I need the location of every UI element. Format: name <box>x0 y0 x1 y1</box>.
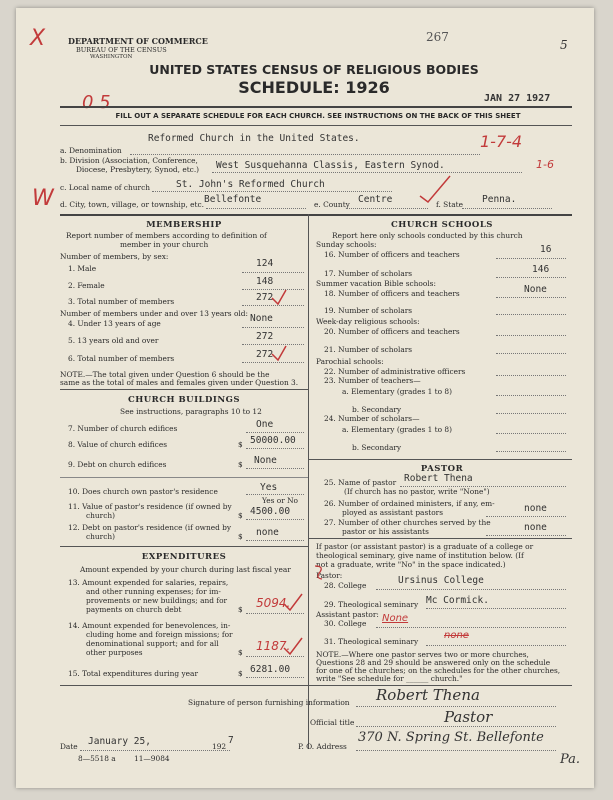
q11-value: 4500.00 <box>250 506 291 517</box>
q17-label: 17. Number of scholars <box>324 269 413 278</box>
q11-label: 11. Value of pastor's residence (if owned by <box>68 502 232 511</box>
q17-value: 146 <box>532 264 550 275</box>
q5-label: 5. 13 years old and over <box>68 336 159 345</box>
q24b-label: b. Secondary <box>352 443 402 452</box>
q27-label-2: pastor or his assistants <box>342 527 429 536</box>
date-stamp: JAN 27 1927 <box>484 93 551 104</box>
denomination-value: Reformed Church in the United States. <box>148 133 360 144</box>
q14-value: 1187. <box>256 639 291 653</box>
q2-label: 2. Female <box>68 281 105 290</box>
local-name-label: c. Local name of church <box>60 183 150 192</box>
q31-label: 31. Theological seminary <box>324 637 419 646</box>
pastor-note-4: write "See schedule for ______ church." <box>316 674 463 683</box>
q16-value: 16 <box>540 244 552 255</box>
q16-label: 16. Number of officers and teachers <box>324 250 460 259</box>
q7-value: One <box>256 419 274 430</box>
address-label: P. O. Address <box>298 742 347 751</box>
q12-dollar: $ <box>238 532 243 541</box>
denomination-label: a. Denomination <box>60 146 122 155</box>
dept-name: DEPARTMENT OF COMMERCE <box>68 36 208 46</box>
q1-value: 124 <box>256 258 274 269</box>
q10-value: Yes <box>260 482 278 493</box>
state-label: f. State <box>436 200 463 209</box>
q4-label: 4. Under 13 years of age <box>68 319 161 328</box>
q23-label: 23. Number of teachers— <box>324 376 421 385</box>
q13-label: 13. Amount expended for salaries, repairs, <box>68 578 229 587</box>
census-schedule-sheet <box>16 8 594 788</box>
q31-value: none <box>444 630 469 641</box>
q13-label-3: provements or new buildings; and for <box>86 596 228 605</box>
buildings-sub: See instructions, paragraphs 10 to 12 <box>120 407 262 416</box>
q24-label: 24. Number of scholars— <box>324 414 420 423</box>
q18-value: None <box>524 284 547 295</box>
city-value: Bellefonte <box>204 194 262 205</box>
q5-value: 272 <box>256 331 274 342</box>
city-name: WASHINGTON <box>90 54 133 60</box>
graduate-note-2: theological seminary, give name of institution below. (If <box>316 551 524 560</box>
q12-label: 12. Debt on pastor's residence (if owned by <box>68 523 232 532</box>
county-label: e. County <box>314 200 350 209</box>
membership-title: MEMBERSHIP <box>146 220 222 230</box>
q8-label: 8. Value of church edifices <box>68 440 167 449</box>
q6-label: 6. Total number of members <box>68 354 175 363</box>
q21-label: 21. Number of scholars <box>324 345 413 354</box>
q20-label: 20. Number of officers and teachers <box>324 327 460 336</box>
age-heading: Number of members under and over 13 years old: <box>60 309 248 318</box>
pastor-sub-label: Pastor: <box>316 571 343 580</box>
division-label: b. Division (Association, Conference, <box>60 156 198 165</box>
division-value: West Susquehanna Classis, Eastern Synod. <box>216 160 445 171</box>
form-title: UNITED STATES CENSUS OF RELIGIOUS BODIES <box>149 62 479 77</box>
state-value: Penna. <box>482 194 517 205</box>
q1-label: 1. Male <box>68 264 97 273</box>
by-sex-label: Number of members, by sex: <box>60 252 169 261</box>
schools-sub: Report here only schools conducted by this church <box>332 231 523 240</box>
expenditure-check-marks <box>282 592 312 662</box>
bureau-name: BUREAU OF THE CENSUS <box>76 46 167 54</box>
q30-value: None <box>382 613 409 624</box>
expenditures-title: EXPENDITURES <box>141 552 227 562</box>
q9-dollar: $ <box>238 460 243 469</box>
q25-value: Robert Thena <box>404 473 473 484</box>
city-label: d. City, town, village, or township, etc. <box>60 200 205 209</box>
parochial-label: Parochial schools: <box>316 357 384 366</box>
q2-value: 148 <box>256 276 274 287</box>
q14-label: 14. Amount expended for benevolences, in- <box>68 621 231 630</box>
q29-value: Mc Cormick. <box>426 595 489 606</box>
date-year-label: 192 <box>212 742 227 751</box>
signature-label: Signature of person furnishing information <box>188 698 350 707</box>
q7-label: 7. Number of church edifices <box>68 424 178 433</box>
pastor-red-mark <box>312 564 326 582</box>
q30-label: 30. College <box>324 619 367 628</box>
q4-value: None <box>250 313 273 324</box>
q26-label-2: ployed as assistant pastors <box>342 508 444 517</box>
x-mark: X <box>30 26 46 51</box>
q8-dollar: $ <box>238 440 243 449</box>
sunday-label: Sunday schools: <box>316 240 377 249</box>
division-label-2: Diocese, Presbytery, Synod, etc.) <box>76 165 200 174</box>
graduate-note-3: not a graduate, write "No" in the space indicated.) <box>316 560 506 569</box>
margin-five: 5 <box>560 38 568 52</box>
q8-value: 50000.00 <box>250 435 296 446</box>
schools-title: CHURCH SCHOOLS <box>391 220 493 230</box>
buildings-title: CHURCH BUILDINGS <box>127 395 241 405</box>
w-mark: W <box>32 186 54 211</box>
schedule-title: SCHEDULE: 1926 <box>238 78 390 97</box>
pastor-title: PASTOR <box>420 464 464 474</box>
q13-value: 5094. <box>256 596 291 610</box>
membership-note-2: same as the total of males and females given under Question 3. <box>60 378 299 387</box>
q3-value: 272 <box>256 292 274 303</box>
address-state: Pa. <box>560 752 581 767</box>
assistant-pastor-label: Assistant pastor: <box>316 610 379 619</box>
q11-dollar: $ <box>238 511 243 520</box>
q19-label: 19. Number of scholars <box>324 306 413 315</box>
official-title-label: Official title <box>310 718 355 727</box>
pastor-note-1: NOTE.—Where one pastor serves two or more churches, <box>316 650 529 659</box>
graduate-note-1: If pastor (or assistant pastor) is a graduate of a college or <box>316 542 534 551</box>
q9-value: None <box>254 455 277 466</box>
q26-label: 26. Number of ordained ministers, if any, em- <box>324 499 495 508</box>
q28-value: Ursinus College <box>398 575 484 586</box>
q13-label-2: and other running expenses; for im- <box>86 587 221 596</box>
weekday-label: Week-day religious schools: <box>316 317 420 326</box>
q6-value: 272 <box>256 349 274 360</box>
q15-value: 6281.00 <box>250 664 291 675</box>
q13-label-4: payments on church debt <box>86 605 182 614</box>
q29-label: 29. Theological seminary <box>324 600 419 609</box>
signature-value: Robert Thena <box>376 686 480 704</box>
q12-value: none <box>256 527 279 538</box>
q14-label-2: cluding home and foreign missions; for <box>86 630 233 639</box>
official-title-value: Pastor <box>444 708 493 726</box>
date-value: January 25, <box>88 736 151 747</box>
q12-label-2: church) <box>86 532 115 541</box>
q3-label: 3. Total number of members <box>68 297 175 306</box>
local-name-value: St. John's Reformed Church <box>176 179 325 190</box>
q27-value: none <box>524 522 547 533</box>
schedule-number: 267 <box>426 30 449 44</box>
code-16-mark: 1-6 <box>536 158 554 171</box>
q15-dollar: $ <box>238 669 243 678</box>
membership-check-marks <box>268 288 298 368</box>
q23b-label: b. Secondary <box>352 405 402 414</box>
q14-dollar: $ <box>238 648 243 657</box>
address-value: 370 N. Spring St. Bellefonte <box>358 730 544 745</box>
q15-label: 15. Total expenditures during year <box>68 669 198 678</box>
county-value: Centre <box>358 194 393 205</box>
q14-label-4: other purposes <box>86 648 143 657</box>
q18-label: 18. Number of officers and teachers <box>324 289 460 298</box>
code-05-mark: 0 5 <box>82 92 111 113</box>
pastor-note-2: Questions 28 and 29 should be answered only on the schedule <box>316 658 551 667</box>
q25-label: 25. Name of pastor <box>324 478 397 487</box>
q14-label-3: denominational support; and for all <box>86 639 219 648</box>
q27-label: 27. Number of other churches served by the <box>324 518 491 527</box>
code-177-mark: 1-7-4 <box>480 132 523 151</box>
form-code-1: 8—5518 a <box>78 754 116 763</box>
q25-note: (If church has no pastor, write "None") <box>344 487 490 496</box>
form-code-2: 11—9084 <box>134 754 170 763</box>
q22-label: 22. Number of administrative officers <box>324 367 466 376</box>
membership-note-1: NOTE.—The total given under Question 6 should be the <box>60 370 270 379</box>
q11-label-2: church) <box>86 511 115 520</box>
q13-dollar: $ <box>238 605 243 614</box>
county-check-mark <box>416 174 456 204</box>
pastor-note-3: for one of the churches; on the schedules for the other churches, <box>316 666 561 675</box>
membership-intro-2: member in your church <box>120 240 209 249</box>
instruction-line: FILL OUT A SEPARATE SCHEDULE FOR EACH CHURCH. SEE INSTRUCTIONS ON THE BACK OF THIS SHEET <box>115 112 521 120</box>
q26-value: none <box>524 503 547 514</box>
date-year-digit: 7 <box>228 735 234 746</box>
q9-label: 9. Debt on church edifices <box>68 460 167 469</box>
q23a-label: a. Elementary (grades 1 to 8) <box>342 387 453 396</box>
q24a-label: a. Elementary (grades 1 to 8) <box>342 425 453 434</box>
q28-label: 28. College <box>324 581 367 590</box>
yes-no-note: Yes or No <box>262 496 298 505</box>
date-label: Date <box>60 742 78 751</box>
summer-label: Summer vacation Bible schools: <box>316 279 436 288</box>
q10-label: 10. Does church own pastor's residence <box>68 487 218 496</box>
membership-intro-1: Report number of members according to definition of <box>66 231 267 240</box>
expenditures-sub: Amount expended by your church during last fiscal year <box>80 565 291 574</box>
